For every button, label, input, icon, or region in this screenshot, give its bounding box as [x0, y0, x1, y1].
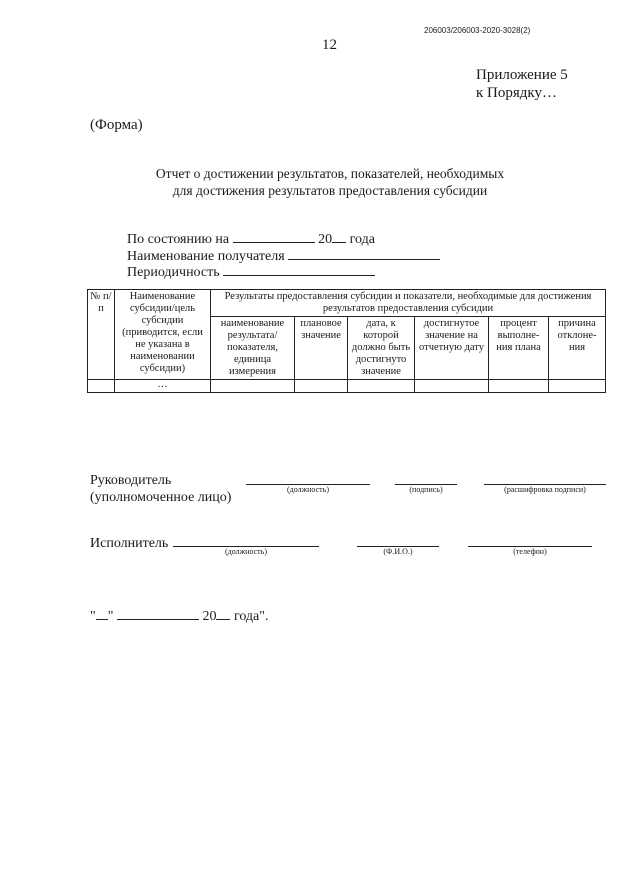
executor-phone-caption: (телефон): [513, 547, 547, 556]
executor-name-caption: (Ф.И.О.): [383, 547, 413, 556]
date-year: 20: [202, 609, 217, 624]
table-cell[interactable]: [549, 380, 606, 393]
report-table: [87, 289, 606, 393]
date-year-blank[interactable]: [216, 605, 230, 620]
table-cell[interactable]: [348, 380, 415, 393]
as-of-suffix: года: [349, 232, 375, 247]
date-line: [90, 605, 268, 625]
table-cell[interactable]: …: [115, 380, 211, 393]
date-month-blank[interactable]: [117, 605, 199, 620]
date-day-blank[interactable]: [96, 605, 108, 620]
col-percent-header: процент выполне-ния плана: [489, 317, 549, 380]
as-of-year-blank[interactable]: [332, 228, 346, 243]
table-cell[interactable]: [211, 380, 295, 393]
periodicity-field: [127, 261, 375, 281]
head-position-caption: (должность): [287, 485, 329, 494]
periodicity-label: Периодичность: [127, 265, 220, 280]
table-cell[interactable]: [489, 380, 549, 393]
recipient-blank[interactable]: [288, 245, 440, 260]
col-result-name-header: наименование результата/ показателя, единица измерения: [211, 317, 295, 380]
appendix-line-1: Приложение 5: [476, 67, 568, 83]
date-suffix: года".: [233, 609, 269, 624]
recipient-label: Наименование получателя: [127, 249, 285, 264]
results-group-header: Результаты предоставления субсидии и показатели, необходимые для достижения результатов предоставления субсидии: [211, 290, 606, 317]
col-subsidy-header: Наименование субсидии/цель субсидии (приводится, если не указана в наименовании субсидии): [115, 290, 211, 380]
head-signature-label: [90, 472, 231, 506]
title-line-1: Отчет о достижении результатов, показателей, необходимых: [155, 166, 505, 181]
document-id: 206003/206003-2020-3028(2): [424, 26, 531, 35]
appendix-label: [476, 66, 568, 102]
as-of-year: 20: [318, 232, 333, 247]
col-target-date-header: дата, к которой должно быть достигнуто значение: [348, 317, 415, 380]
executor-label: Исполнитель: [90, 536, 169, 551]
title-line-2: для достижения результатов предоставления субсидии: [172, 183, 488, 198]
col-number-header: № п/п: [88, 290, 115, 380]
head-label-line-2: (уполномоченное лицо): [90, 490, 232, 505]
head-signature-caption: (подпись): [409, 485, 443, 494]
as-of-date-blank[interactable]: [233, 228, 315, 243]
col-planned-header: плановое значение: [295, 317, 348, 380]
table-cell[interactable]: [415, 380, 489, 393]
date-open-quote: ": [90, 609, 96, 624]
table-cell[interactable]: [295, 380, 348, 393]
col-reason-header: причина отклоне-ния: [549, 317, 606, 380]
executor-position-caption: (должность): [225, 547, 267, 556]
appendix-line-2: к Порядку…: [476, 85, 557, 101]
periodicity-blank[interactable]: [223, 261, 375, 276]
table-cell[interactable]: [88, 380, 115, 393]
page-number: 12: [322, 37, 337, 53]
head-decryption-caption: (расшифровка подписи): [504, 485, 586, 494]
head-label-line-1: Руководитель: [90, 473, 172, 488]
date-close-quote: ": [107, 609, 114, 624]
form-label: (Форма): [90, 117, 143, 133]
col-achieved-header: достигнутое значение на отчетную дату: [415, 317, 489, 380]
table-row: [88, 380, 606, 393]
as-of-prefix: По состоянию на: [127, 232, 230, 247]
report-title: [120, 165, 540, 199]
